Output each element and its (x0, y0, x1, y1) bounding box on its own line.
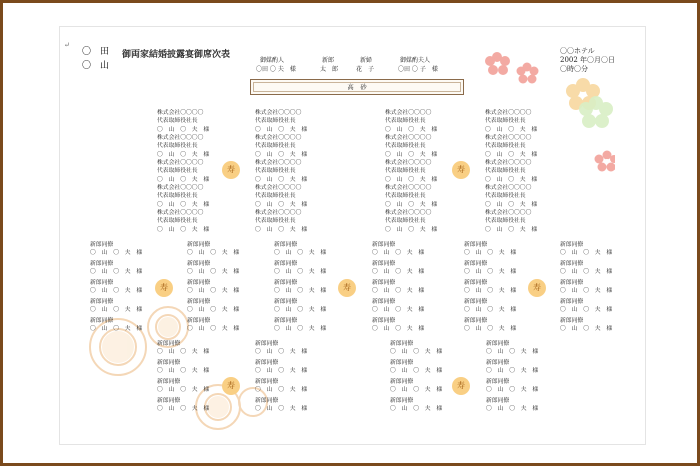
guest-line: 〇 山 〇 夫 様 (157, 406, 210, 413)
company-guest (157, 209, 209, 234)
friend-guest (274, 260, 326, 277)
friend-guest (255, 378, 307, 395)
friend-guest (157, 378, 209, 395)
guest-line: 〇 山 〇 夫 様 (385, 126, 438, 133)
guest-line: 〇 山 〇 夫 様 (486, 368, 539, 375)
guest-line: 代表取締役社長 (157, 193, 198, 200)
guest-line: 新郎同僚 (390, 398, 414, 404)
guest-line: 〇 山 〇 夫 様 (157, 387, 210, 394)
friend-guest (157, 340, 209, 357)
guest-line: 〇 山 〇 夫 様 (390, 387, 443, 394)
guest-line: 新郎同僚 (560, 280, 584, 286)
guest-line: 新郎同僚 (90, 318, 114, 324)
guest-line: 〇 山 〇 夫 様 (255, 406, 308, 413)
bride-label: 新婦 (360, 57, 373, 64)
friend-guest (274, 317, 326, 334)
guest-line: 〇 山 〇 夫 様 (372, 307, 425, 314)
guest-line: 〇 山 〇 夫 様 (485, 126, 538, 133)
groom-label: 新郎 (322, 57, 335, 64)
groom-name: 太 郎 (320, 66, 339, 73)
guest-line: 代表取締役社長 (385, 118, 426, 125)
guest-line: 〇 山 〇 夫 様 (372, 250, 425, 257)
company-guest (255, 134, 307, 159)
company-guest (485, 159, 537, 184)
guest-line: 新郎同僚 (560, 242, 584, 248)
company-guest (485, 109, 537, 134)
guest-line: 〇 山 〇 夫 様 (90, 250, 143, 257)
company-guest (157, 159, 209, 184)
guest-line: 株式会社〇〇〇〇 (157, 110, 204, 116)
company-guest (255, 209, 307, 234)
guest-line: 〇 山 〇 夫 様 (372, 326, 425, 333)
company-guest (385, 209, 437, 234)
friend-guest (90, 241, 142, 258)
guest-line: 〇 山 〇 夫 様 (255, 201, 308, 208)
guest-line: 代表取締役社長 (385, 218, 426, 225)
guest-line: 〇 山 〇 夫 様 (255, 387, 308, 394)
guest-line: 新郎同僚 (486, 379, 510, 385)
guest-line: 代表取締役社長 (255, 218, 296, 225)
guest-line: 新郎同僚 (157, 360, 181, 366)
guest-line: 〇 山 〇 夫 様 (255, 151, 308, 158)
guest-line: 株式会社〇〇〇〇 (255, 185, 302, 191)
guest-line: 新郎同僚 (372, 299, 396, 305)
friend-guest (255, 359, 307, 376)
guest-line: 〇 山 〇 夫 様 (187, 250, 240, 257)
company-guest (157, 134, 209, 159)
head-table-label: 高 砂 (347, 83, 367, 91)
friend-guest (187, 260, 239, 277)
friend-guest (157, 397, 209, 414)
guest-line: 〇 山 〇 夫 様 (485, 176, 538, 183)
friend-guest (486, 340, 538, 357)
guest-line: 〇 山 〇 夫 様 (390, 368, 443, 375)
friend-guest (274, 279, 326, 296)
guest-line: 〇 山 〇 夫 様 (157, 126, 210, 133)
friend-guest (560, 260, 612, 277)
guest-line: 〇 山 〇 夫 様 (560, 250, 613, 257)
guest-line: 株式会社〇〇〇〇 (255, 110, 302, 116)
guest-line: 〇 山 〇 夫 様 (486, 387, 539, 394)
guest-line: 〇 山 〇 夫 様 (485, 201, 538, 208)
guest-line: 〇 山 〇 夫 様 (255, 349, 308, 356)
guest-line: 新郎同僚 (464, 280, 488, 286)
guest-line: 〇 山 〇 夫 様 (187, 288, 240, 295)
guest-line: 〇 山 〇 夫 様 (385, 151, 438, 158)
guest-line: 〇 山 〇 夫 様 (187, 326, 240, 333)
guest-line: 株式会社〇〇〇〇 (385, 110, 432, 116)
guest-line: 〇 山 〇 夫 様 (385, 176, 438, 183)
guest-line: 〇 山 〇 夫 様 (255, 226, 308, 233)
guest-line: 新郎同僚 (274, 318, 298, 324)
guest-line: 〇 山 〇 夫 様 (464, 269, 517, 276)
guest-line: 〇 山 〇 夫 様 (157, 176, 210, 183)
guest-line: 新郎同僚 (90, 261, 114, 267)
friend-guest (157, 359, 209, 376)
family-names (82, 45, 109, 73)
friend-guest (464, 298, 516, 315)
guest-line: 〇 山 〇 夫 様 (464, 288, 517, 295)
guest-line: 新郎同僚 (187, 261, 211, 267)
company-guest (385, 109, 437, 134)
guest-line: 〇 山 〇 夫 様 (157, 201, 210, 208)
guest-line: 〇 山 〇 夫 様 (464, 307, 517, 314)
guest-line: 新郎同僚 (187, 242, 211, 248)
guest-line: 新郎同僚 (274, 280, 298, 286)
guest-line: 〇 山 〇 夫 様 (157, 368, 210, 375)
friend-guest (274, 241, 326, 258)
guest-line: 代表取締役社長 (255, 193, 296, 200)
guest-line: 代表取締役社長 (485, 118, 526, 125)
company-guest (385, 184, 437, 209)
company-guest (157, 184, 209, 209)
friend-guest (486, 359, 538, 376)
friend-guest (390, 340, 442, 357)
guest-line: 代表取締役社長 (157, 118, 198, 125)
guest-line: 株式会社〇〇〇〇 (157, 185, 204, 191)
guest-line: 〇 山 〇 夫 様 (274, 307, 327, 314)
company-guest (157, 109, 209, 134)
friend-guest (464, 260, 516, 277)
guest-line: 代表取締役社長 (157, 218, 198, 225)
friend-guest (187, 241, 239, 258)
bride-name: 花 子 (356, 66, 375, 73)
friend-guest (560, 298, 612, 315)
guest-line: 代表取締役社長 (255, 118, 296, 125)
guest-line: 〇 山 〇 夫 様 (90, 288, 143, 295)
kotobuki-badge: 寿 (155, 279, 173, 297)
company-guest (485, 184, 537, 209)
guest-line: 〇 山 〇 夫 様 (274, 250, 327, 257)
guest-line: 代表取締役社長 (157, 143, 198, 150)
guest-line: 〇 山 〇 夫 様 (486, 406, 539, 413)
guest-line: 〇 山 〇 夫 様 (157, 226, 210, 233)
guest-line: 代表取締役社長 (255, 143, 296, 150)
guest-line: 代表取締役社長 (485, 143, 526, 150)
company-guest (385, 159, 437, 184)
guest-line: 〇 山 〇 夫 様 (157, 151, 210, 158)
guest-line: 代表取締役社長 (485, 193, 526, 200)
guest-line: 新郎同僚 (390, 379, 414, 385)
guest-line: 株式会社〇〇〇〇 (157, 160, 204, 166)
guest-line: 〇 山 〇 夫 様 (255, 368, 308, 375)
guest-line: 〇 山 〇 夫 様 (560, 307, 613, 314)
guest-line: 新郎同僚 (274, 299, 298, 305)
guest-line: 新郎同僚 (560, 318, 584, 324)
guest-line: 新郎同僚 (390, 360, 414, 366)
guest-line: 株式会社〇〇〇〇 (157, 135, 204, 141)
guest-line: 株式会社〇〇〇〇 (485, 185, 532, 191)
friend-guest (372, 317, 424, 334)
guest-line: 〇 山 〇 夫 様 (390, 349, 443, 356)
friend-guest (255, 397, 307, 414)
guest-line: 新郎同僚 (560, 299, 584, 305)
guest-line: 〇 山 〇 夫 様 (485, 151, 538, 158)
matchmaker-label: 御媒酌人 (260, 57, 285, 64)
friend-guest (560, 241, 612, 258)
guest-line: 新郎同僚 (464, 318, 488, 324)
kotobuki-badge: 寿 (528, 279, 546, 297)
friend-guest (372, 260, 424, 277)
guest-line: 〇 山 〇 夫 様 (255, 126, 308, 133)
guest-line: 株式会社〇〇〇〇 (485, 210, 532, 216)
guest-line: 新郎同僚 (486, 341, 510, 347)
guest-line: 新郎同僚 (390, 341, 414, 347)
friend-guest (464, 317, 516, 334)
guest-line: 〇 山 〇 夫 様 (560, 288, 613, 295)
guest-line: 〇 山 〇 夫 様 (464, 326, 517, 333)
guest-line: 新郎同僚 (486, 360, 510, 366)
guest-line: 〇 山 〇 夫 様 (274, 288, 327, 295)
guest-line: 株式会社〇〇〇〇 (485, 135, 532, 141)
friend-guest (187, 279, 239, 296)
guest-line: 〇 山 〇 夫 様 (187, 307, 240, 314)
kotobuki-badge: 寿 (222, 377, 240, 395)
friend-guest (372, 241, 424, 258)
guest-line: 株式会社〇〇〇〇 (385, 210, 432, 216)
matchmaker-name: 〇田 〇 夫 様 (256, 66, 296, 73)
guest-line: 株式会社〇〇〇〇 (385, 135, 432, 141)
friend-guest (90, 298, 142, 315)
friend-guest (390, 359, 442, 376)
guest-line: 代表取締役社長 (485, 218, 526, 225)
friend-guest (187, 317, 239, 334)
guest-line: 新郎同僚 (274, 261, 298, 267)
guest-line: 株式会社〇〇〇〇 (485, 110, 532, 116)
guest-line: 〇 山 〇 夫 様 (372, 269, 425, 276)
event-time: 〇時〇分 (560, 65, 588, 73)
friend-guest (560, 279, 612, 296)
guest-line: 〇 山 〇 夫 様 (90, 326, 143, 333)
guest-line: 〇 山 〇 夫 様 (390, 406, 443, 413)
guest-line: 新郎同僚 (464, 299, 488, 305)
guest-line: 〇 山 〇 夫 様 (372, 288, 425, 295)
guest-line: 〇 山 〇 夫 様 (486, 349, 539, 356)
guest-line: 代表取締役社長 (385, 193, 426, 200)
guest-line: 新郎同僚 (157, 398, 181, 404)
matchmaker-wife-name: 〇田 〇 子 様 (398, 66, 438, 73)
family-name-1: 〇 田 (82, 47, 110, 57)
friend-guest (255, 340, 307, 357)
kotobuki-badge: 寿 (452, 161, 470, 179)
company-guest (485, 209, 537, 234)
company-guest (255, 184, 307, 209)
company-guest (255, 159, 307, 184)
friend-guest (486, 378, 538, 395)
friend-guest (372, 279, 424, 296)
guest-line: 新郎同僚 (255, 379, 279, 385)
document-title: 御両家結婚披露宴御席次表 (122, 50, 231, 60)
guest-line: 新郎同僚 (372, 318, 396, 324)
event-date: 2002 年〇月〇日 (560, 56, 616, 64)
guest-line: 〇 山 〇 夫 様 (385, 201, 438, 208)
guest-line: 株式会社〇〇〇〇 (385, 185, 432, 191)
guest-line: 〇 山 〇 夫 様 (485, 226, 538, 233)
guest-line: 〇 山 〇 夫 様 (90, 269, 143, 276)
guest-line: 〇 山 〇 夫 様 (560, 326, 613, 333)
head-table-box (250, 79, 464, 95)
friend-guest (390, 378, 442, 395)
guest-line: 新郎同僚 (255, 398, 279, 404)
guest-line: 新郎同僚 (187, 299, 211, 305)
friend-guest (560, 317, 612, 334)
friend-guest (390, 397, 442, 414)
guest-line: 〇 山 〇 夫 様 (274, 269, 327, 276)
guest-line: 新郎同僚 (90, 242, 114, 248)
guest-line: 新郎同僚 (372, 242, 396, 248)
matchmaker-wife-label: 御媒酌夫人 (400, 57, 431, 64)
friend-guest (486, 397, 538, 414)
guest-line: 新郎同僚 (372, 261, 396, 267)
kotobuki-badge: 寿 (452, 377, 470, 395)
company-guest (485, 134, 537, 159)
guest-line: 〇 山 〇 夫 様 (187, 269, 240, 276)
friend-guest (464, 279, 516, 296)
guest-line: 株式会社〇〇〇〇 (255, 135, 302, 141)
guest-line: 〇 山 〇 夫 様 (385, 226, 438, 233)
guest-line: 新郎同僚 (255, 341, 279, 347)
guest-line: 〇 山 〇 夫 様 (255, 176, 308, 183)
guest-line: 新郎同僚 (486, 398, 510, 404)
friend-guest (90, 317, 142, 334)
family-name-2: 〇 山 (82, 61, 110, 71)
guest-line: 株式会社〇〇〇〇 (157, 210, 204, 216)
company-guest (385, 134, 437, 159)
guest-line: 株式会社〇〇〇〇 (385, 160, 432, 166)
friend-guest (187, 298, 239, 315)
friend-guest (90, 279, 142, 296)
document-page (60, 27, 645, 444)
guest-line: 代表取締役社長 (255, 168, 296, 175)
guest-line: 新郎同僚 (560, 261, 584, 267)
para-mark: ↵ (64, 41, 70, 49)
guest-line: 新郎同僚 (464, 261, 488, 267)
friend-guest (464, 241, 516, 258)
guest-line: 新郎同僚 (274, 242, 298, 248)
guest-line: 代表取締役社長 (157, 168, 198, 175)
guest-line: 新郎同僚 (187, 280, 211, 286)
venue-name: 〇〇ホテル (560, 47, 595, 55)
guest-line: 〇 山 〇 夫 様 (157, 349, 210, 356)
kotobuki-badge: 寿 (222, 161, 240, 179)
guest-line: 代表取締役社長 (385, 143, 426, 150)
guest-line: 新郎同僚 (157, 379, 181, 385)
guest-line: 新郎同僚 (255, 360, 279, 366)
guest-line: 新郎同僚 (187, 318, 211, 324)
guest-line: 株式会社〇〇〇〇 (255, 210, 302, 216)
guest-line: 代表取締役社長 (385, 168, 426, 175)
friend-guest (372, 298, 424, 315)
friend-guest (274, 298, 326, 315)
guest-line: 株式会社〇〇〇〇 (485, 160, 532, 166)
company-guest (255, 109, 307, 134)
guest-line: 〇 山 〇 夫 様 (560, 269, 613, 276)
guest-line: 〇 山 〇 夫 様 (464, 250, 517, 257)
friend-guest (90, 260, 142, 277)
guest-line: 新郎同僚 (372, 280, 396, 286)
guest-line: 新郎同僚 (90, 299, 114, 305)
guest-line: 新郎同僚 (464, 242, 488, 248)
guest-line: 株式会社〇〇〇〇 (255, 160, 302, 166)
guest-line: 〇 山 〇 夫 様 (274, 326, 327, 333)
guest-line: 新郎同僚 (90, 280, 114, 286)
guest-line: 代表取締役社長 (485, 168, 526, 175)
guest-line: 〇 山 〇 夫 様 (90, 307, 143, 314)
guest-line: 新郎同僚 (157, 341, 181, 347)
kotobuki-badge: 寿 (338, 279, 356, 297)
